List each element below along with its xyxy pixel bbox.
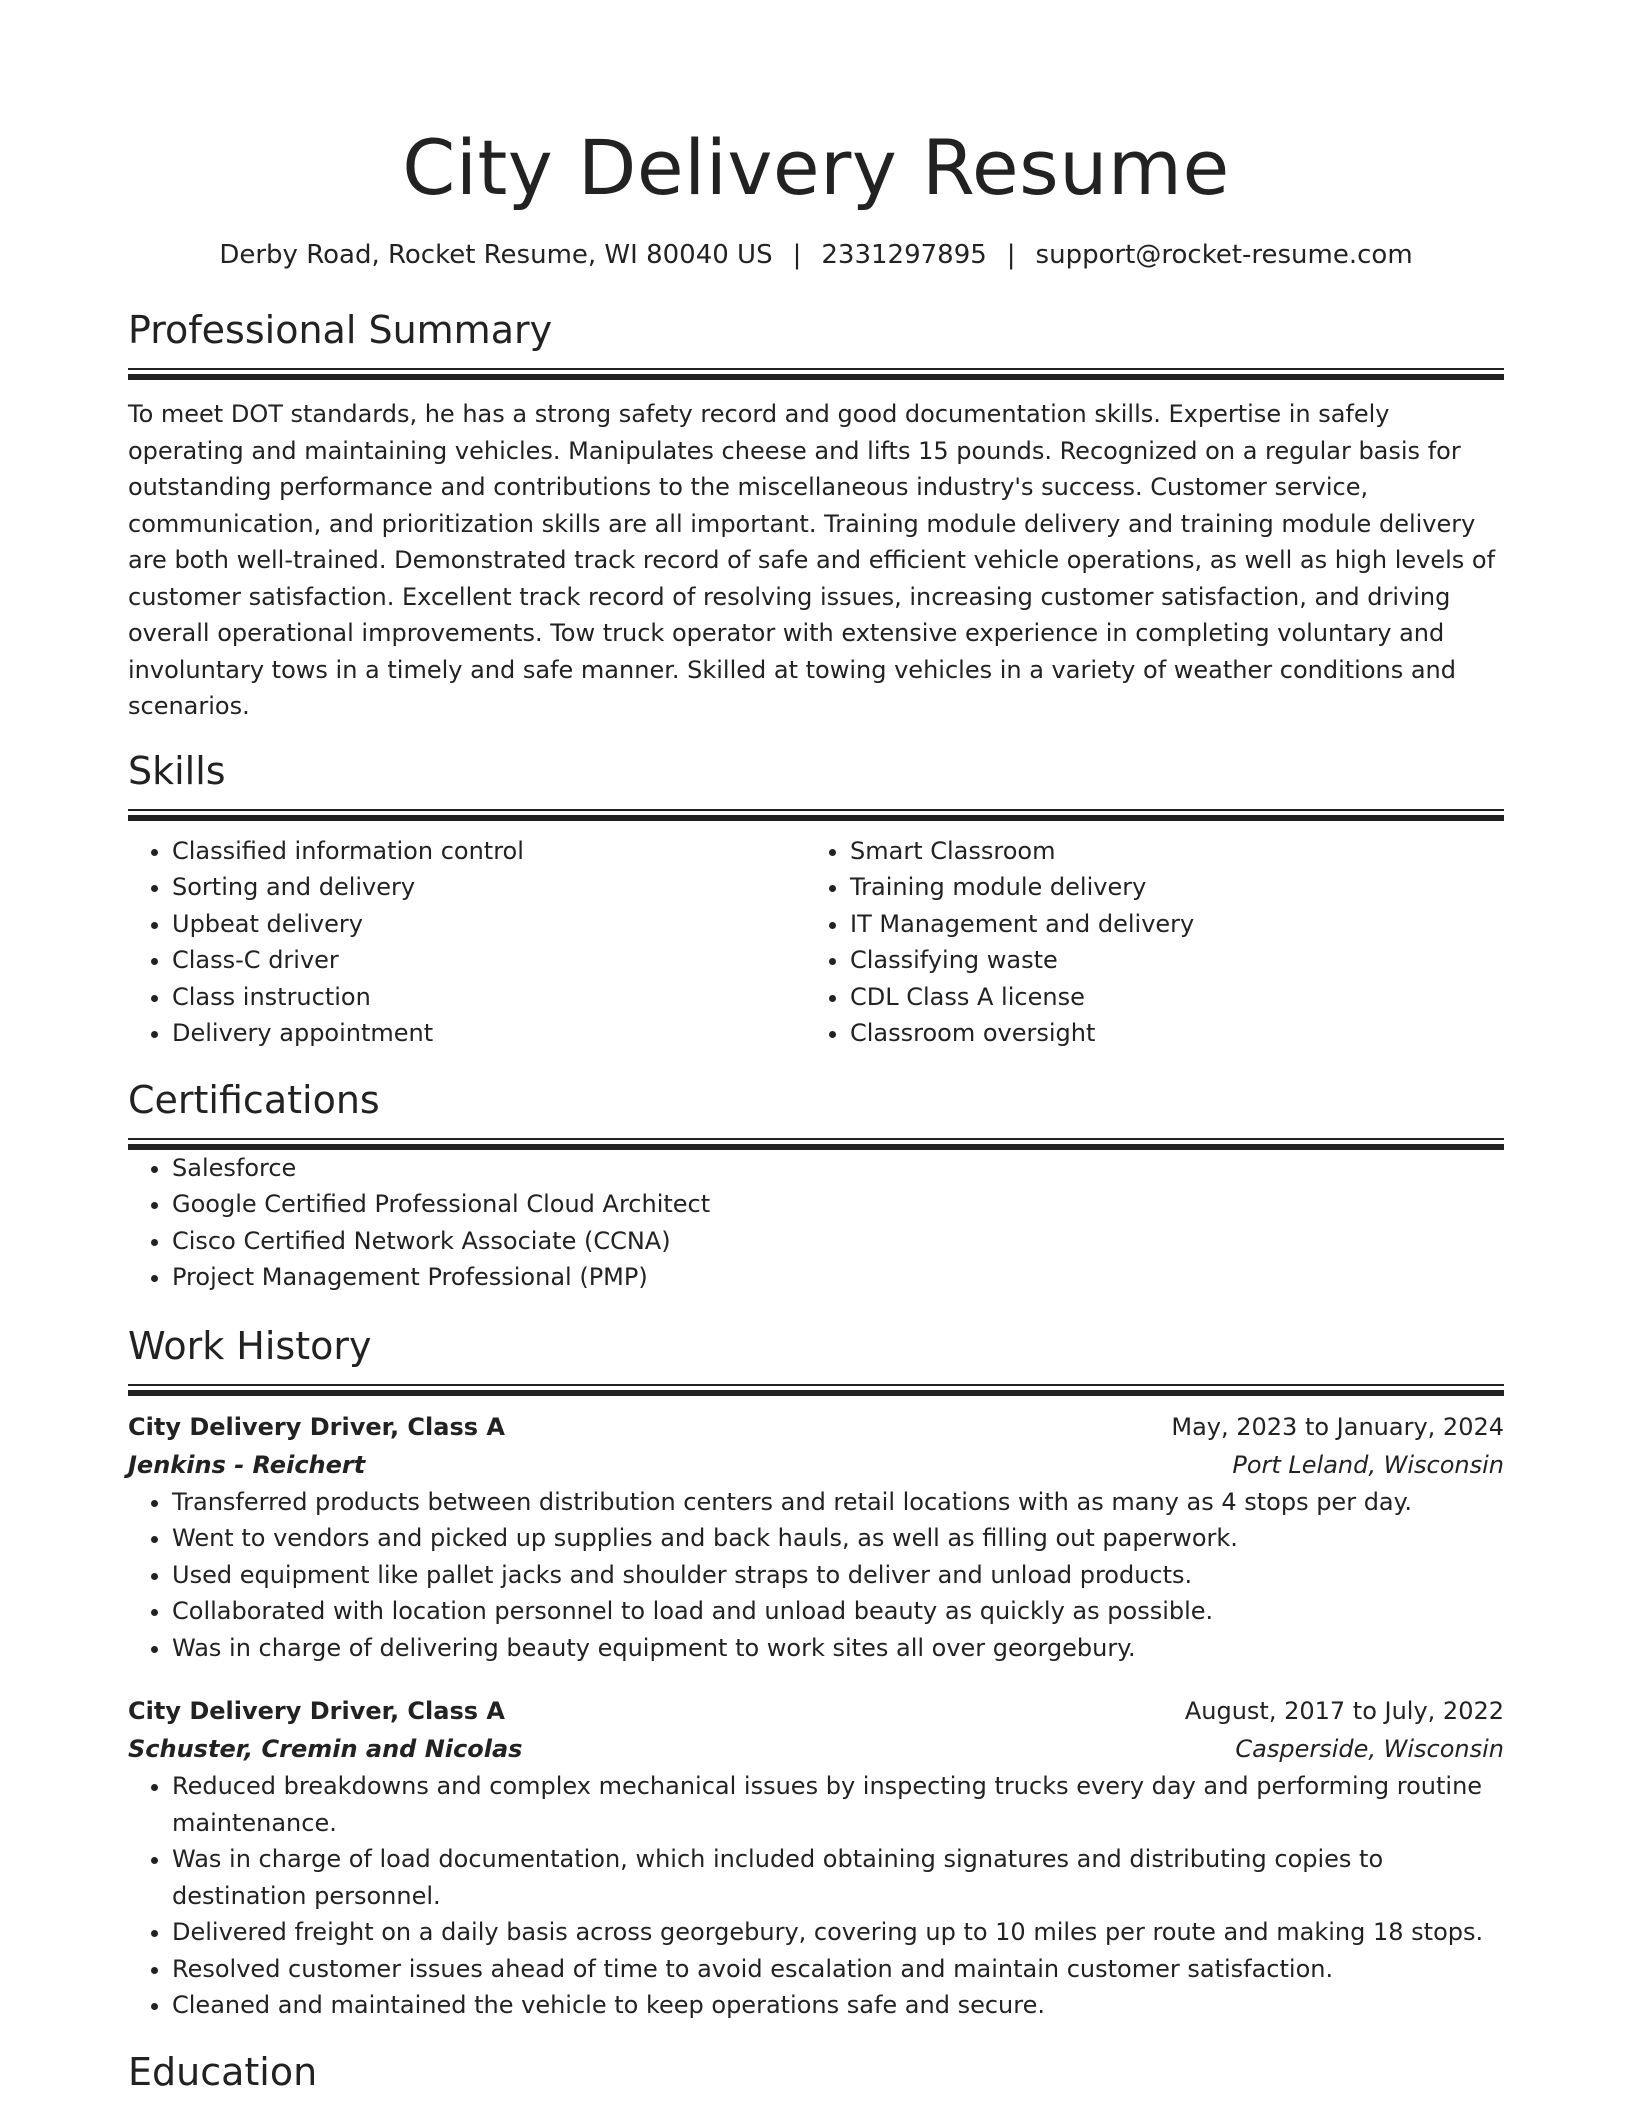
certification-item: • Salesforce [172, 1150, 1504, 1187]
skill-item: • Class-C driver [172, 942, 806, 979]
skill-item: • Upbeat delivery [172, 906, 806, 943]
job-bullet: • Used equipment like pallet jacks and shoulder straps to deliver and unload products. [172, 1557, 1504, 1594]
section-heading-education: Education [128, 2049, 318, 2094]
job-bullet-list [128, 1768, 1504, 2024]
skill-item: • Classroom oversight [850, 1015, 1484, 1052]
job-dates: May, 2023 to January, 2024 [1171, 1412, 1504, 1441]
skill-item: • CDL Class A license [850, 979, 1484, 1016]
job-bullet-list [128, 1484, 1504, 1667]
section-heading-work-history: Work History [128, 1323, 372, 1368]
section-heading-certifications: Certifications [128, 1077, 380, 1122]
contact-address: Derby Road, Rocket Resume, WI 80040 US [219, 240, 773, 270]
section-divider [128, 1384, 1504, 1396]
job-location: Casperside, Wisconsin [1235, 1735, 1504, 1763]
certifications-section [128, 1076, 1504, 1296]
contact-phone: 2331297895 [821, 240, 987, 270]
job-bullet: • Was in charge of load documentation, which included obtaining signatures and distributing copies to destination personnel. [172, 1841, 1504, 1914]
skills-list-left [128, 833, 806, 1052]
job-entry [128, 1408, 1504, 1667]
skill-item: • Classifying waste [850, 942, 1484, 979]
job-bullet: • Delivered freight on a daily basis across georgebury, covering up to 10 miles per route and making 18 stops. [172, 1914, 1504, 1951]
certifications-list [128, 1150, 1504, 1296]
job-header-row [128, 1408, 1504, 1446]
contact-separator: | [792, 240, 802, 270]
summary-text: To meet DOT standards, he has a strong safety record and good documentation skills. Expertise in safely operating and maintaining vehicles. Manipulates cheese and lifts 15 pounds. Recognized on a regular basis for outstanding performance and contributions to the miscellaneous industry's success. Customer service, communication, and prioritization skills are all important. Training module delivery and training module delivery are both well-trained. Demonstrated track record of safe and efficient vehicle operations, as well as high levels of customer satisfaction. Excellent track record of resolving issues, increasing customer satisfaction, and driving overall operational improvements. Tow truck operator with extensive experience in completing voluntary and involuntary tows in a timely and safe manner. Skilled at towing vehicles in a variety of weather conditions and scenarios. [128, 400, 1496, 720]
skills-list-right [806, 833, 1484, 1052]
skills-grid [128, 833, 1504, 1052]
job-header-row [128, 1692, 1504, 1730]
section-heading-skills: Skills [128, 748, 226, 793]
job-bullet: • Transferred products between distribution centers and retail locations with as many as 4 stops per day. [172, 1484, 1504, 1521]
job-company: Schuster, Cremin and Nicolas [128, 1735, 523, 1763]
job-bullet: • Went to vendors and picked up supplies and back hauls, as well as filling out paperwork. [172, 1520, 1504, 1557]
section-divider [128, 368, 1504, 380]
skill-item: • IT Management and delivery [850, 906, 1484, 943]
job-company-row [128, 1730, 1504, 1768]
skill-item: • Class instruction [172, 979, 806, 1016]
job-bullet: • Reduced breakdowns and complex mechanical issues by inspecting trucks every day and performing routine maintenance. [172, 1768, 1504, 1841]
skill-item: • Training module delivery [850, 869, 1484, 906]
certification-item: • Cisco Certified Network Associate (CCNA) [172, 1223, 1504, 1260]
certification-item: • Project Management Professional (PMP) [172, 1259, 1504, 1296]
skill-item: • Classified information control [172, 833, 806, 870]
job-title: City Delivery Driver, Class A [128, 1697, 505, 1725]
job-title: City Delivery Driver, Class A [128, 1412, 505, 1441]
skill-item: • Smart Classroom [850, 833, 1484, 870]
job-bullet: • Cleaned and maintained the vehicle to keep operations safe and secure. [172, 1987, 1504, 2024]
contact-line [128, 238, 1504, 272]
education-section [128, 2048, 1504, 2096]
job-location: Port Leland, Wisconsin [1232, 1450, 1504, 1479]
skills-section [128, 747, 1504, 1052]
resume-page [128, 0, 1504, 2096]
job-bullet: • Resolved customer issues ahead of time to avoid escalation and maintain customer satisfaction. [172, 1951, 1504, 1988]
job-company: Jenkins - Reichert [128, 1450, 366, 1479]
skill-item: • Delivery appointment [172, 1015, 806, 1052]
section-heading-summary: Professional Summary [128, 308, 553, 352]
job-bullet: • Was in charge of delivering beauty equipment to work sites all over georgebury. [172, 1630, 1504, 1667]
section-divider [128, 1138, 1504, 1150]
job-bullet: • Collaborated with location personnel to load and unload beauty as quickly as possible. [172, 1593, 1504, 1630]
skill-item: • Sorting and delivery [172, 869, 806, 906]
contact-separator: | [1006, 240, 1016, 270]
contact-email: support@rocket-resume.com [1035, 240, 1413, 270]
work-history-section [128, 1322, 1504, 2024]
job-entry [128, 1692, 1504, 2024]
resume-title: City Delivery Resume [402, 123, 1230, 212]
summary-section [128, 306, 1504, 725]
section-divider [128, 809, 1504, 821]
job-company-row [128, 1446, 1504, 1484]
job-dates: August, 2017 to July, 2022 [1184, 1697, 1504, 1725]
certification-item: • Google Certified Professional Cloud Architect [172, 1186, 1504, 1223]
